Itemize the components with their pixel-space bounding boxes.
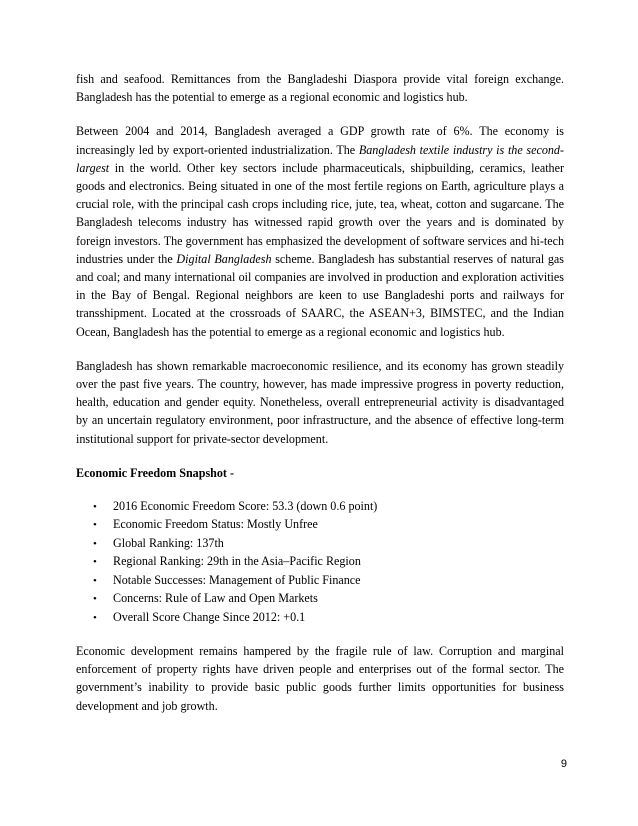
snapshot-item-text: Regional Ranking: 29th in the Asia–Pacific Region <box>113 554 361 569</box>
snapshot-item-text: 2016 Economic Freedom Score: 53.3 (down 0.6 point) <box>113 499 378 514</box>
bullet-icon: • <box>93 556 97 569</box>
paragraph-economy-text-2: in the world. Other key sectors include pharmaceuticals, shipbuilding, ceramics, leather goods and electronics. Being situated in one of the most fertile regions on Earth, agriculture plays a crucial role, with the principal cash crops including rice, jute, tea, wheat, cotton and sugarcane. The Bangladesh telecoms industry has witnessed rapid growth over the years and is dominated by foreign investors. The government has emphasized the development of software services and hi-tech industries under the <box>76 160 564 266</box>
snapshot-item-global-ranking <box>93 535 564 553</box>
textile-industry-emphasis: Bangladesh textile industry is the second-largest <box>76 142 565 175</box>
bullet-icon: • <box>93 574 97 587</box>
paragraph-remittances: fish and seafood. Remittances from the Bangladeshi Diaspora provide vital foreign exchange. Bangladesh has the potential to emerge as a regional economic and logistics hub. <box>76 72 564 105</box>
snapshot-item-score <box>93 498 564 516</box>
paragraph-economy-text-3: scheme. Bangladesh has substantial reserves of natural gas and coal; and many international oil companies are involved in production and exploration activities in the Bay of Bengal. Regional neighbors are keen to use Bangladeshi ports and railways for transshipment. Located at the crossroads of SAARC, the ASEAN+3, BIMSTEC, and the Indian Ocean, Bangladesh has the potential to emerge as a regional economic and logistics hub. <box>76 251 564 339</box>
snapshot-item-text: Notable Successes: Management of Public Finance <box>113 572 361 587</box>
digital-bangladesh-emphasis: Digital Bangladesh <box>176 251 272 266</box>
snapshot-item-status <box>93 516 564 534</box>
page-content <box>76 70 564 731</box>
paragraph-economy-overview <box>76 122 564 340</box>
snapshot-item-text: Economic Freedom Status: Mostly Unfree <box>113 517 318 532</box>
snapshot-item-text: Global Ranking: 137th <box>113 535 224 550</box>
bullet-icon: • <box>93 519 97 532</box>
page-number: 9 <box>560 758 567 770</box>
bullet-icon: • <box>93 501 97 514</box>
snapshot-heading: Economic Freedom Snapshot - <box>76 465 235 480</box>
snapshot-item-successes <box>93 572 564 590</box>
snapshot-item-score-change <box>93 609 564 627</box>
bullet-icon: • <box>93 593 97 606</box>
bullet-icon: • <box>93 611 97 624</box>
snapshot-list <box>76 498 564 627</box>
snapshot-item-text: Concerns: Rule of Law and Open Markets <box>113 591 318 606</box>
snapshot-item-text: Overall Score Change Since 2012: +0.1 <box>113 609 306 624</box>
bullet-icon: • <box>93 537 97 550</box>
snapshot-item-concerns <box>93 590 564 608</box>
snapshot-item-regional-ranking <box>93 553 564 571</box>
paragraph-rule-of-law: Economic development remains hampered by the fragile rule of law. Corruption and marginal enforcement of property rights have driven people and enterprises out of the formal sector. The government’s inability to provide basic public goods further limits opportunities for business development and job growth. <box>76 643 564 713</box>
paragraph-resilience: Bangladesh has shown remarkable macroeconomic resilience, and its economy has grown steadily over the past five years. The country, however, has made impressive progress in poverty reduction, health, education and gender equity. Nonetheless, overall entrepreneurial activity is disadvantaged by an uncertain regulatory environment, poor infrastructure, and the absence of effective long-term institutional support for private-sector development. <box>76 358 564 446</box>
paragraph-economy-text-1: Between 2004 and 2014, Bangladesh averaged a GDP growth rate of 6%. The economy is increasingly led by export-oriented industrialization. The <box>76 124 564 157</box>
